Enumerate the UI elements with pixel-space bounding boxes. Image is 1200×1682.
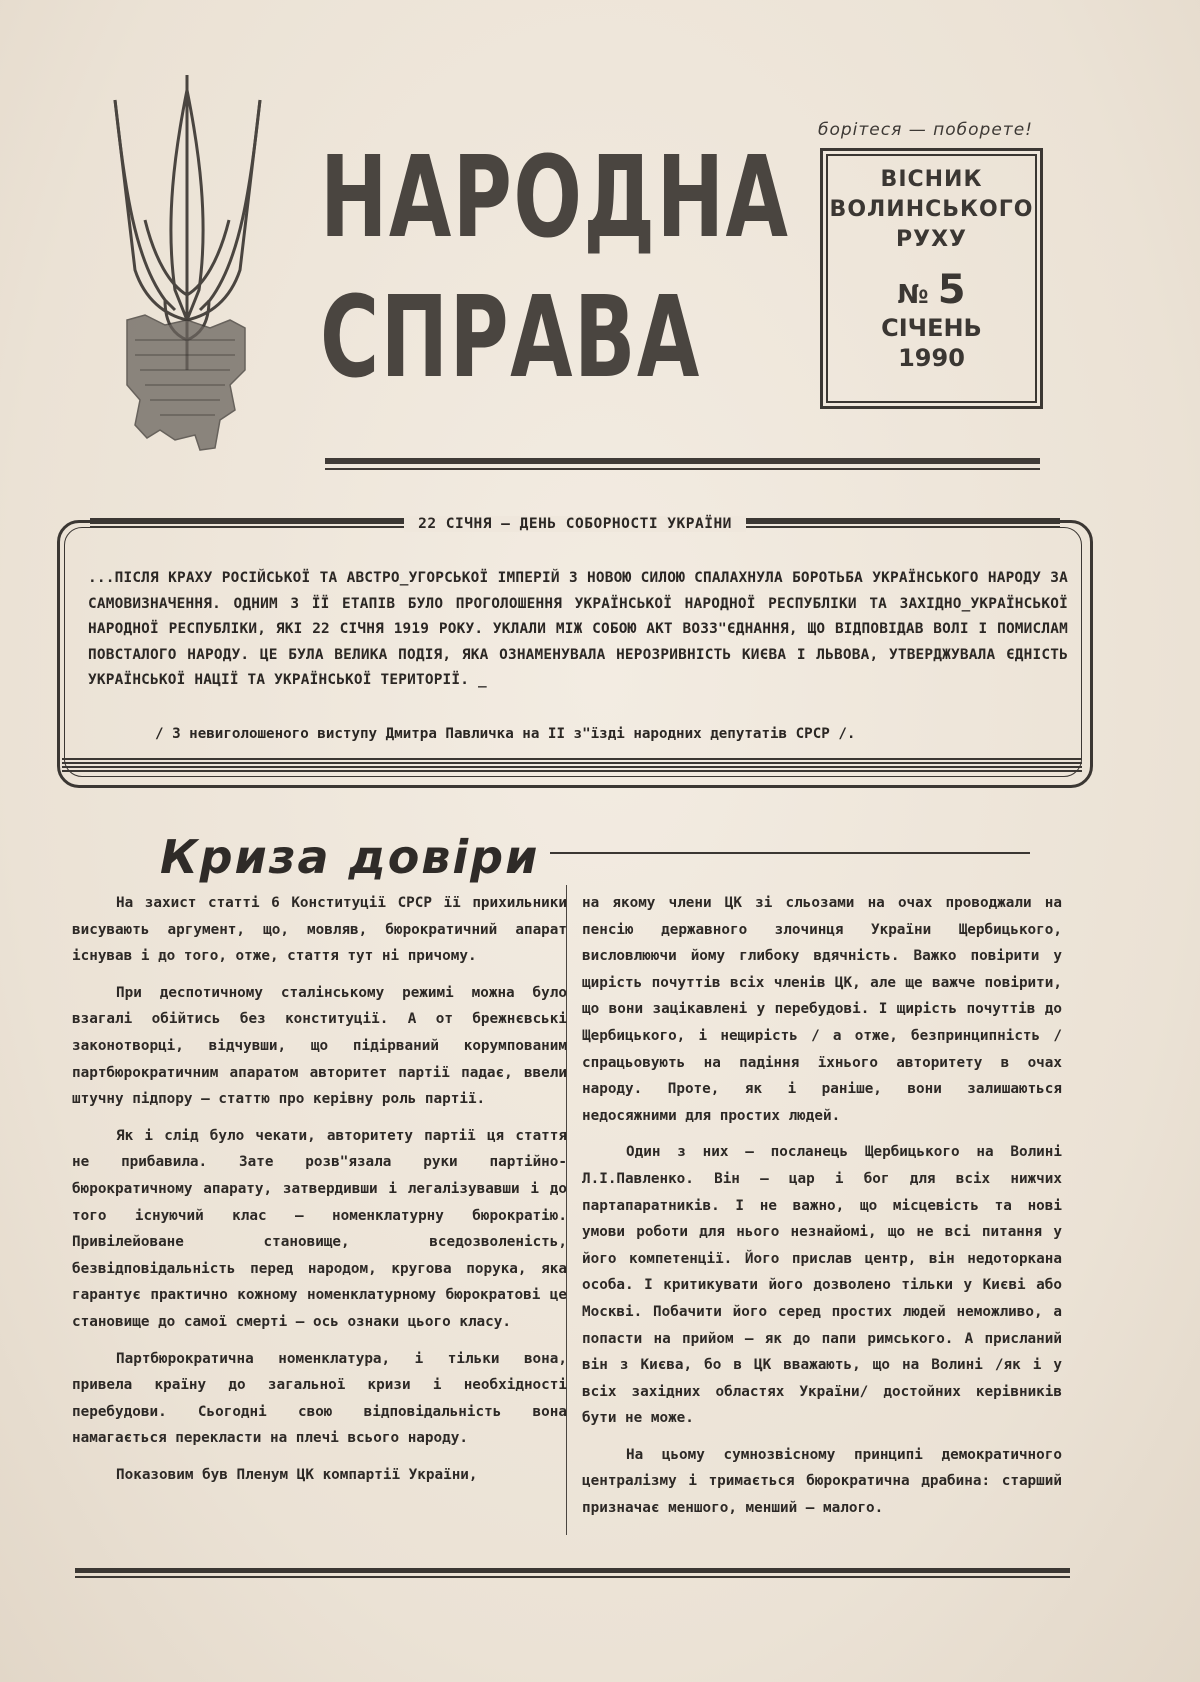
col1-paragraph: На захист статті 6 Конституції СРСР її прихильники висувають аргумент, що, мовляв, бюрократичний апарат існував і до того, отже, стаття тут ні причому. <box>72 895 567 965</box>
header-hatch-left <box>90 518 404 530</box>
article-column-2 <box>582 890 1062 1522</box>
issue-number <box>823 267 1040 313</box>
quote-box-heading: 22 СІЧНЯ – ДЕНЬ СОБОРНОСТІ УКРАЇНИ <box>404 516 746 532</box>
info-line2: ВОЛИНСЬКОГО <box>829 197 1034 222</box>
col2-paragraph: на якому члени ЦК зі сльозами на очах проводжали на пенсію державного злочинця України Щербицького, висловлюючи йому глибоку вдячність. Важко повірити у щирість почуттів всіх членів ЦК, але ще важче повірити, що вони зацікавлені у перебудові. І щирість почуттів до Щербицького, і нещирість / а отже, безпринципність / спрацьовують на падіння їхнього авторитету в очах народу. Проте, як і раніше, вони залишаються недосяжними для простих людей. <box>582 895 1062 1124</box>
masthead-divider-thin <box>325 468 1040 470</box>
quote-source: / З невиголошеного виступу Дмитра Павличка на II з"їзді народних депутатів СРСР /. <box>155 726 856 742</box>
trident-emblem-icon <box>105 70 270 460</box>
issue-number-value: 5 <box>937 267 966 313</box>
col2-paragraph: На цьому сумнозвісному принципі демократичного централізму і тримається бюрократична драбина: старший призначає меншого, менший – малого. <box>582 1446 1062 1517</box>
col1-paragraph: Показовим був Пленум ЦК компартії України, <box>116 1466 478 1483</box>
quote-box-header <box>90 512 1060 536</box>
footer-divider-thin <box>75 1576 1070 1578</box>
masthead-motto: борітеся — поборете! <box>818 120 1033 140</box>
quote-box-bottom-hatch <box>62 758 1082 774</box>
masthead-title-line2: СПРАВА <box>320 273 701 403</box>
masthead-divider <box>325 458 1040 464</box>
quote-text: ...ПІСЛЯ КРАХУ РОСІЙСЬКОЇ ТА АВСТРО_УГОРСЬКОЇ ІМПЕРІЙ З НОВОЮ СИЛОЮ СПАЛАХНУЛА БОРОТЬБА УКРАЇНСЬКОГО НАРОДУ ЗА САМОВИЗНАЧЕННЯ. ОДНИМ З ЇЇ ЕТАПІВ БУЛО ПРОГОЛОШЕННЯ УКРАЇНСЬКОЇ НАРОДНОЇ РЕСПУБЛІКИ ТА ЗАХІДНО_УКРАЇНСЬКОЇ НАРОДНОЇ РЕСПУБЛІКИ, ЯКІ 22 СІЧНЯ 1919 РОКУ. УКЛАЛИ МІЖ СОБОЮ АКТ ВОЗЗ"ЄДНАННЯ, ЩО ВІДПОВІДАВ ВОЛІ І ПОМИСЛАМ ПОВСТАЛОГО НАРОДУ. ЦЕ БУЛА ВЕЛИКА ПОДІЯ, ЯКА ОЗНАМЕНУВАЛА НЕРОЗРИВНІСТЬ КИЄВА І ЛЬВОВА, УТВЕРДЖУВАЛА ЄДНІСТЬ УКРАЇНСЬКОЇ НАЦІЇ ТА УКРАЇНСЬКОЇ ТЕРИТОРІЇ. _ <box>88 570 1068 688</box>
article-column-1 <box>72 890 567 1488</box>
col1-paragraph: При деспотичному сталінському режимі можна було взагалі обійтись без конституції. А от брежнєвські законотворці, відчувши, що підірваний корумпованим партбюрократичним апаратом авторитет партії падає, ввели штучну підпору – статтю про керівну роль партії. <box>72 984 567 1108</box>
article-title-rule <box>550 852 1030 854</box>
col1-paragraph: Як і слід було чекати, авторитету партії ця стаття не прибавила. Зате розв"язала руки партійно-бюрократичному апарату, затвердивши і легалізувавши і до того існуючий клас – номенклатурну бюрократію. Привілейоване становище, вседозволеність, безвідповідальність перед народом, кругова порука, яка гарантує практично кожному номенклатурному бюрократові це становище до самої смерті – ось ознаки цього класу. <box>72 1127 567 1330</box>
masthead-title-line1: НАРОДНА <box>320 133 790 263</box>
article-title: Криза довіри <box>160 830 540 884</box>
info-line1: ВІСНИК <box>880 167 983 192</box>
issue-year: 1990 <box>898 344 965 372</box>
issue-month: СІЧЕНЬ <box>881 314 982 342</box>
header-hatch-right <box>746 518 1060 530</box>
col2-paragraph: Один з них – посланець Щербицького на Волині Л.І.Павленко. Він – цар і бог для всіх нижчих партапаратників. І не важно, що місцевість та нові умови роботи для нього незнайомі, що не всі питання у його компетенції. Його прислав центр, він недоторкана особа. І критикувати його дозволено тільки у Києві або Москві. Побачити його серед простих людей неможливо, а попасти на прийом – як до папи римського. А присланий він з Києва, бо в ЦК вважають, що на Волині /як і у всіх західних областях України/ достойних керівників бути не може. <box>582 1144 1062 1427</box>
issue-info-box <box>820 148 1043 409</box>
footer-divider <box>75 1568 1070 1573</box>
col1-paragraph: Партбюрократична номенклатура, і тільки вона, привела країну до загальної кризи і необхідності перебудови. Сьогодні свою відповідальність вона намагається перекласти на плечі всього народу. <box>72 1350 567 1447</box>
info-line3: РУХУ <box>895 227 967 252</box>
issue-number-prefix: № <box>897 280 929 310</box>
